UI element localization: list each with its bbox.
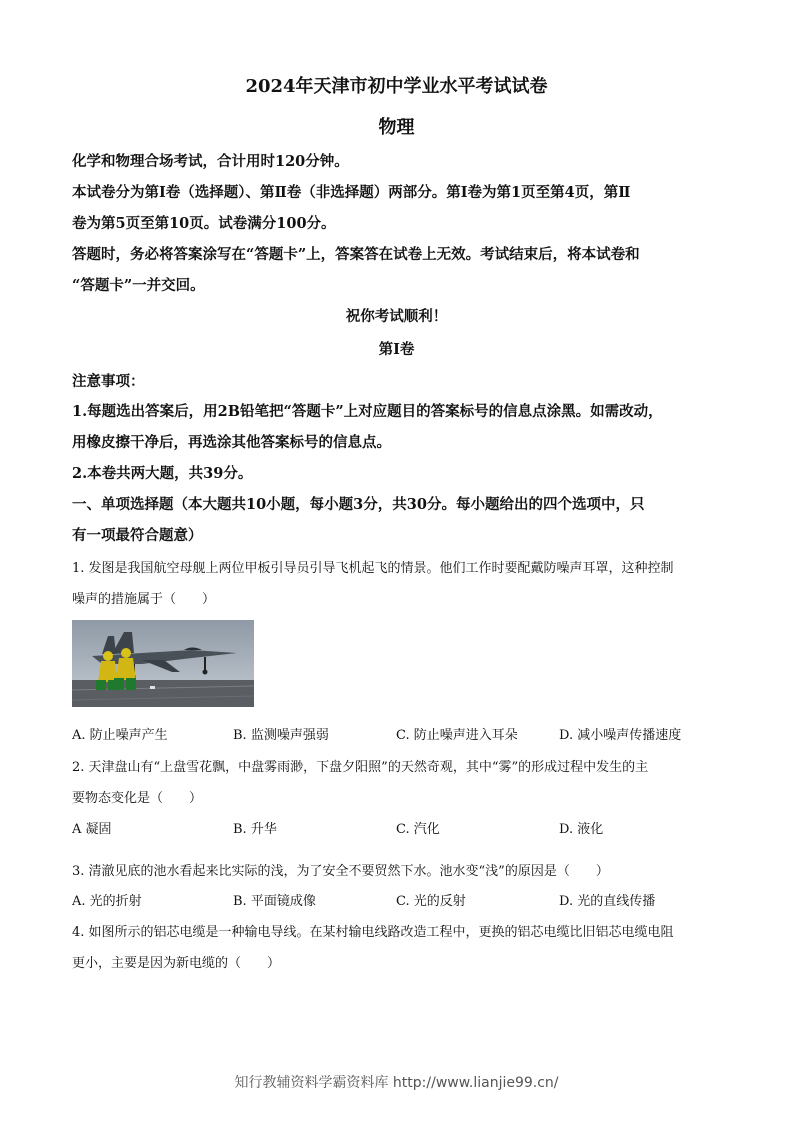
- intro-line-1: 化学和物理合场考试，合计用时120分钟。: [72, 153, 349, 170]
- question-1-line-2: 噪声的措施属于（ ）: [72, 592, 216, 607]
- intro-line-3: 卷为第5页至第10页。试卷满分100分。: [72, 215, 336, 232]
- footer-watermark: 知行教辅资料学霸资料库 http://www.lianjie99.cn/: [234, 1075, 559, 1091]
- question-2-line-2: 要物态变化是（ ）: [72, 791, 203, 806]
- question-1-option-c: C. 防止噪声进入耳朵: [396, 728, 518, 743]
- section-heading-line-2: 有一项最符合题意）: [72, 527, 203, 544]
- carrier-deck-photo: [72, 620, 254, 707]
- question-1-line-1: 1. 发图是我国航空母舰上两位甲板引导员引导飞机起飞的情景。他们工作时要配戴防噪声耳罩，这种控制: [72, 561, 674, 576]
- notes-item-2: 2.本卷共两大题，共39分。: [72, 465, 253, 482]
- subject-title: 物理: [378, 117, 415, 138]
- notes-item-1-line-1: 1.每题选出答案后，用2B铅笔把“答题卡”上对应题目的答案标号的信息点涂黑。如需改动，: [72, 403, 663, 420]
- question-3-option-d: D. 光的直线传播: [559, 894, 656, 909]
- part-label: 第Ⅰ卷: [378, 341, 415, 358]
- question-4-line-1: 4. 如图所示的铝芯电缆是一种输电导线。在某村输电线路改造工程中，更换的铝芯电缆比旧铝芯电缆电阻: [72, 925, 674, 940]
- question-2-option-c: C. 汽化: [396, 822, 440, 837]
- question-1-option-b: B. 监测噪声强弱: [233, 728, 329, 743]
- intro-line-5: “答题卡”一并交回。: [72, 277, 205, 294]
- question-2-option-a: A 凝固: [72, 822, 112, 837]
- question-2-option-d: D. 液化: [559, 822, 604, 837]
- question-2-option-b: B. 升华: [233, 822, 277, 837]
- question-4-line-2: 更小，主要是因为新电缆的（ ）: [72, 956, 281, 971]
- question-3-line-1: 3. 清澈见底的池水看起来比实际的浅，为了安全不要贸然下水。池水变“浅”的原因是（ ）: [72, 864, 609, 879]
- question-2-line-1: 2. 天津盘山有“上盘雪花飘，中盘雾雨渺，下盘夕阳照”的天然奇观，其中“雾”的形成过程中发生的主: [72, 760, 649, 775]
- question-3-option-b: B. 平面镜成像: [233, 894, 316, 909]
- notes-item-1-line-2: 用橡皮擦干净后，再选涂其他答案标号的信息点。: [72, 434, 391, 451]
- greeting: 祝你考试顺利！: [345, 308, 448, 325]
- intro-line-2: 本试卷分为第Ⅰ卷（选择题）、第Ⅱ卷（非选择题）两部分。第Ⅰ卷为第1页至第4页，第Ⅱ: [72, 184, 631, 201]
- exam-title: 2024年天津市初中学业水平考试试卷: [245, 76, 548, 97]
- question-1-option-a: A. 防止噪声产生: [72, 728, 168, 743]
- notes-heading: 注意事项：: [72, 373, 145, 390]
- question-3-option-c: C. 光的反射: [396, 894, 466, 909]
- section-heading-line-1: 一、单项选择题（本大题共10小题，每小题3分，共30分。每小题给出的四个选项中，只: [72, 496, 645, 513]
- intro-line-4: 答题时，务必将答案涂写在“答题卡”上，答案答在试卷上无效。考试结束后，将本试卷和: [72, 246, 640, 263]
- question-1-option-d: D. 减小噪声传播速度: [559, 728, 682, 743]
- question-3-option-a: A. 光的折射: [72, 894, 142, 909]
